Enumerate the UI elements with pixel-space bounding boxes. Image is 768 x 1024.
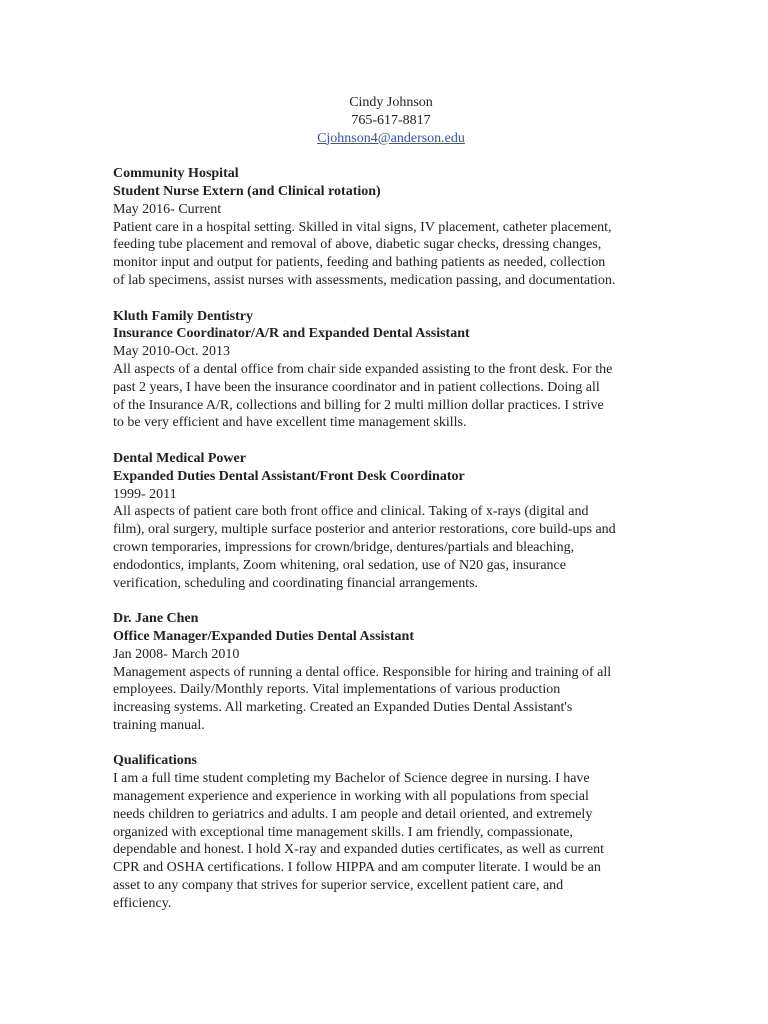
job-dr-jane-chen [113, 610, 661, 735]
job-description [113, 503, 661, 592]
description-line: Management aspects of running a dental office. Responsible for hiring and training of all [113, 664, 612, 680]
qualification-line: I am a full time student completing my Bachelor of Science degree in nursing. I have [113, 771, 590, 787]
job-dental-medical-power [113, 450, 661, 592]
description-line: training manual. [113, 717, 205, 733]
qualifications-text [113, 770, 661, 912]
qualification-line: asset to any company that strives for superior service, excellent patient care, and [113, 878, 564, 894]
qualification-line: efficiency. [113, 895, 172, 911]
employer-name: Kluth Family Dentistry [113, 308, 253, 324]
description-line: endodontics, implants, Zoom whitening, oral sedation, use of N20 gas, insurance [113, 557, 566, 573]
job-title: Expanded Duties Dental Assistant/Front Desk Coordinator [113, 468, 465, 484]
qualification-line: CPR and OSHA certifications. I follow HIPPA and am computer literate. I would be an [113, 860, 601, 876]
qualification-line: dependable and honest. I hold X-ray and expanded duties certificates, as well as current [113, 842, 604, 858]
contact-header [113, 94, 661, 147]
job-dates: May 2016- Current [113, 201, 222, 217]
job-title: Office Manager/Expanded Duties Dental Assistant [113, 628, 414, 644]
job-title: Student Nurse Extern (and Clinical rotation) [113, 183, 381, 199]
description-line: monitor input and output for patients, feeding and bathing patients as needed, collection [113, 255, 606, 271]
qualification-line: organized with exceptional time management skills. I am friendly, compassionate, [113, 824, 573, 840]
description-line: of lab specimens, assist nurses with assessments, medication passing, and documentation. [113, 272, 616, 288]
employer-name: Dental Medical Power [113, 450, 246, 466]
job-dates: 1999- 2011 [113, 486, 177, 502]
employer-name: Community Hospital [113, 166, 239, 182]
phone-number: 765-617-8817 [351, 112, 431, 128]
job-dates: May 2010-Oct. 2013 [113, 344, 231, 360]
job-description [113, 664, 661, 735]
qualification-line: management experience and experience in working with all populations from special [113, 789, 589, 805]
description-line: increasing systems. All marketing. Created an Expanded Duties Dental Assistant's [113, 700, 573, 716]
qualifications-section [113, 752, 661, 912]
description-line: to be very efficient and have excellent time management skills. [113, 415, 467, 431]
description-line: past 2 years, I have been the insurance coordinator and in patient collections. Doing all [113, 379, 600, 395]
job-description [113, 219, 661, 290]
description-line: All aspects of patient care both front office and clinical. Taking of x-rays (digital and [113, 504, 589, 520]
job-title: Insurance Coordinator/A/R and Expanded Dental Assistant [113, 326, 470, 342]
job-kluth-family-dentistry [113, 308, 661, 433]
description-line: employees. Daily/Monthly reports. Vital implementations of various production [113, 682, 561, 698]
job-description [113, 361, 661, 432]
description-line: feeding tube placement and removal of above, diabetic sugar checks, dressing changes, [113, 237, 602, 253]
description-line: All aspects of a dental office from chair side expanded assisting to the front desk. For the [113, 361, 613, 377]
job-community-hospital [113, 165, 661, 290]
email-link[interactable]: Cjohnson4@anderson.edu [317, 130, 465, 146]
description-line: of the Insurance A/R, collections and billing for 2 multi million dollar practices. I strive [113, 397, 604, 413]
resume-page [113, 94, 661, 913]
employer-name: Dr. Jane Chen [113, 611, 199, 627]
applicant-name: Cindy Johnson [349, 95, 433, 110]
qualification-line: needs children to geriatrics and adults. I am people and detail oriented, and extremely [113, 806, 593, 822]
description-line: film), oral surgery, multiple surface posterior and anterior restorations, core build-ups and [113, 522, 616, 538]
section-heading: Qualifications [113, 753, 198, 769]
description-line: crown temporaries, impressions for crown/bridge, dentures/partials and bleaching, [113, 539, 575, 555]
description-line: verification, scheduling and coordinating financial arrangements. [113, 575, 479, 591]
job-dates: Jan 2008- March 2010 [113, 646, 240, 662]
description-line: Patient care in a hospital setting. Skilled in vital signs, IV placement, catheter placement, [113, 219, 612, 235]
